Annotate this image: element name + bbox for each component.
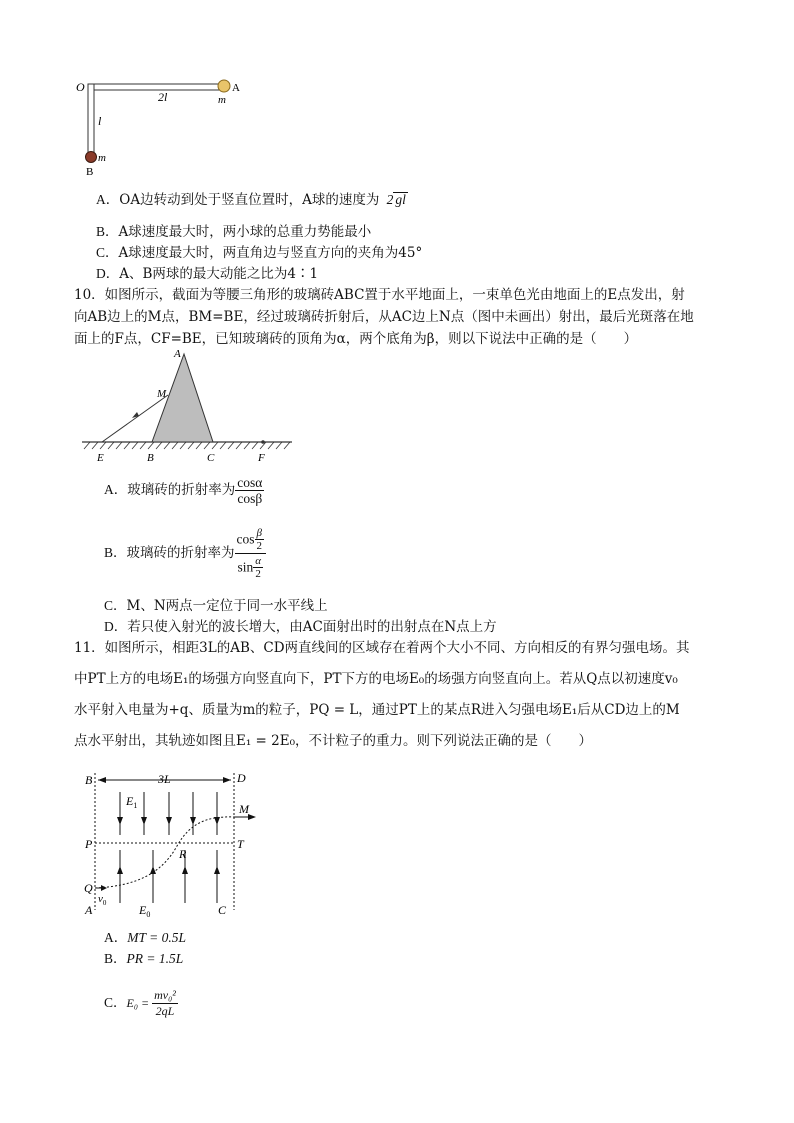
label-b: B <box>147 452 154 464</box>
exit-arrowhead <box>248 814 256 820</box>
q11-stem-line-4: 点水平射出，其轨迹如图且E₁ = 2E₀，不计粒子的重力。则下列说法正确的是（ ） <box>74 733 593 749</box>
point-f <box>261 440 265 444</box>
q9-option-b: B．A球速度最大时，两小球的总重力势能最小 <box>96 224 372 240</box>
q10-stem-line-3: 面上的F点，CF=BE，已知玻璃砖的顶角为α，两个底角为β，则以下说法中正确的是（ ） <box>74 331 638 347</box>
label-e: E <box>97 452 104 464</box>
label-t: T <box>237 837 244 851</box>
field-e0-arrows <box>117 866 220 874</box>
q10-option-b: B．玻璃砖的折射率为 cos $\frac{\beta}{2}$ sin $\frac{\alpha}{2}$ <box>104 523 266 583</box>
label-e1: $E_1$ <box>126 794 138 810</box>
q11-option-c: C．E₀ = $\frac{\text{mv₀²}}{2qL}$ <box>104 988 176 1018</box>
label-a: A <box>232 82 240 94</box>
q11-stem-line-3: 水平射入电量为+q、质量为m的粒子，PQ = L，通过PT上的某点R进入匀强电场E₁后从CD边上的M <box>74 702 680 718</box>
q10-stem-line-1: 10．如图所示，截面为等腰三角形的玻璃砖ABC置于水平地面上，一束单色光由地面上的E点发出，射 <box>74 287 685 303</box>
field-e0-lines <box>120 850 217 903</box>
q11-option-a: A．MT = 0.5L <box>104 930 187 945</box>
q9-figure <box>70 70 270 180</box>
label-l: l <box>98 114 102 128</box>
rod-oa <box>88 84 220 90</box>
label-m: M <box>239 802 249 816</box>
q10-stem-line-2: 向AB边上的M点，BM=BE，经过玻璃砖折射后，从AC边上N点（图中未画出）射出，最后光斑落在地 <box>74 309 694 325</box>
fraction-half-angle: cos $\frac{\beta}{2}$ sin $\frac{\alpha}{2}$ <box>235 527 267 580</box>
ball-a <box>218 80 230 92</box>
q11-stem-line-1: 11．如图所示，相距3L的AB、CD两直线间的区域存在着两个大小不同、方向相反的有界匀强电场。其 <box>74 640 690 656</box>
ray-arrow <box>132 412 139 418</box>
label-p: P <box>85 837 93 851</box>
ball-b <box>86 152 97 163</box>
q10-option-c: C．M、N两点一定位于同一水平线上 <box>104 598 328 614</box>
label-r: R <box>179 847 187 861</box>
q10-option-d: D．若只使入射光的波长增大，由AC面射出时的出射点在N点上方 <box>104 619 497 635</box>
width-arrow-right <box>223 777 231 783</box>
label-b: B <box>85 773 93 787</box>
label-2l: 2l <box>158 90 168 104</box>
label-3l: 3L <box>158 772 171 786</box>
fraction-e0: $\frac{\text{mv₀²}}{2qL}$ <box>154 988 176 1018</box>
q11-stem-line-2: 中PT上方的电场E₁的场强方向竖直向下，PT下方的电场E₀的场强方向竖直向上。若从Q点以初速度v₀ <box>74 671 678 687</box>
q11-figure <box>82 768 262 920</box>
label-m-a: m <box>218 94 226 106</box>
label-e0: $E_0$ <box>139 903 151 919</box>
width-arrow-left <box>98 777 106 783</box>
q9-option-d: D．A、B两球的最大动能之比为4∶1 <box>96 266 319 282</box>
sqrt-gl: gl <box>395 192 406 207</box>
trajectory <box>95 817 234 888</box>
label-c: C <box>207 452 215 464</box>
label-v0: $v_0$ <box>98 893 107 907</box>
field-e1-lines <box>120 792 217 835</box>
label-o: O <box>76 80 85 94</box>
label-b: B <box>86 166 94 178</box>
q10-option-a: A．玻璃砖的折射率为 $\frac{\cos\alpha}{\cos\beta}$ <box>104 475 263 506</box>
label-a: A <box>174 348 181 360</box>
ground-hatching <box>84 442 290 449</box>
q9-option-c: C．A球速度最大时，两直角边与竖直方向的夹角为45° <box>96 245 423 261</box>
label-d: D <box>237 771 246 785</box>
q10-figure <box>82 345 294 467</box>
label-q: Q <box>84 881 93 895</box>
label-a: A <box>85 903 93 917</box>
v0-arrowhead <box>101 885 107 891</box>
label-m: M <box>157 388 167 400</box>
q11-option-b: B．PR = 1.5L <box>104 951 184 966</box>
label-m-b: m <box>98 152 106 164</box>
fraction-cos-ratio: $\frac{\cos\alpha}{\cos\beta}$ <box>237 475 263 506</box>
label-c: C <box>218 903 227 917</box>
q9-option-a: A．OA边转动到处于竖直位置时，A球的速度为 2 gl <box>96 192 406 208</box>
label-f: F <box>258 452 265 464</box>
rod-ob <box>88 84 94 154</box>
